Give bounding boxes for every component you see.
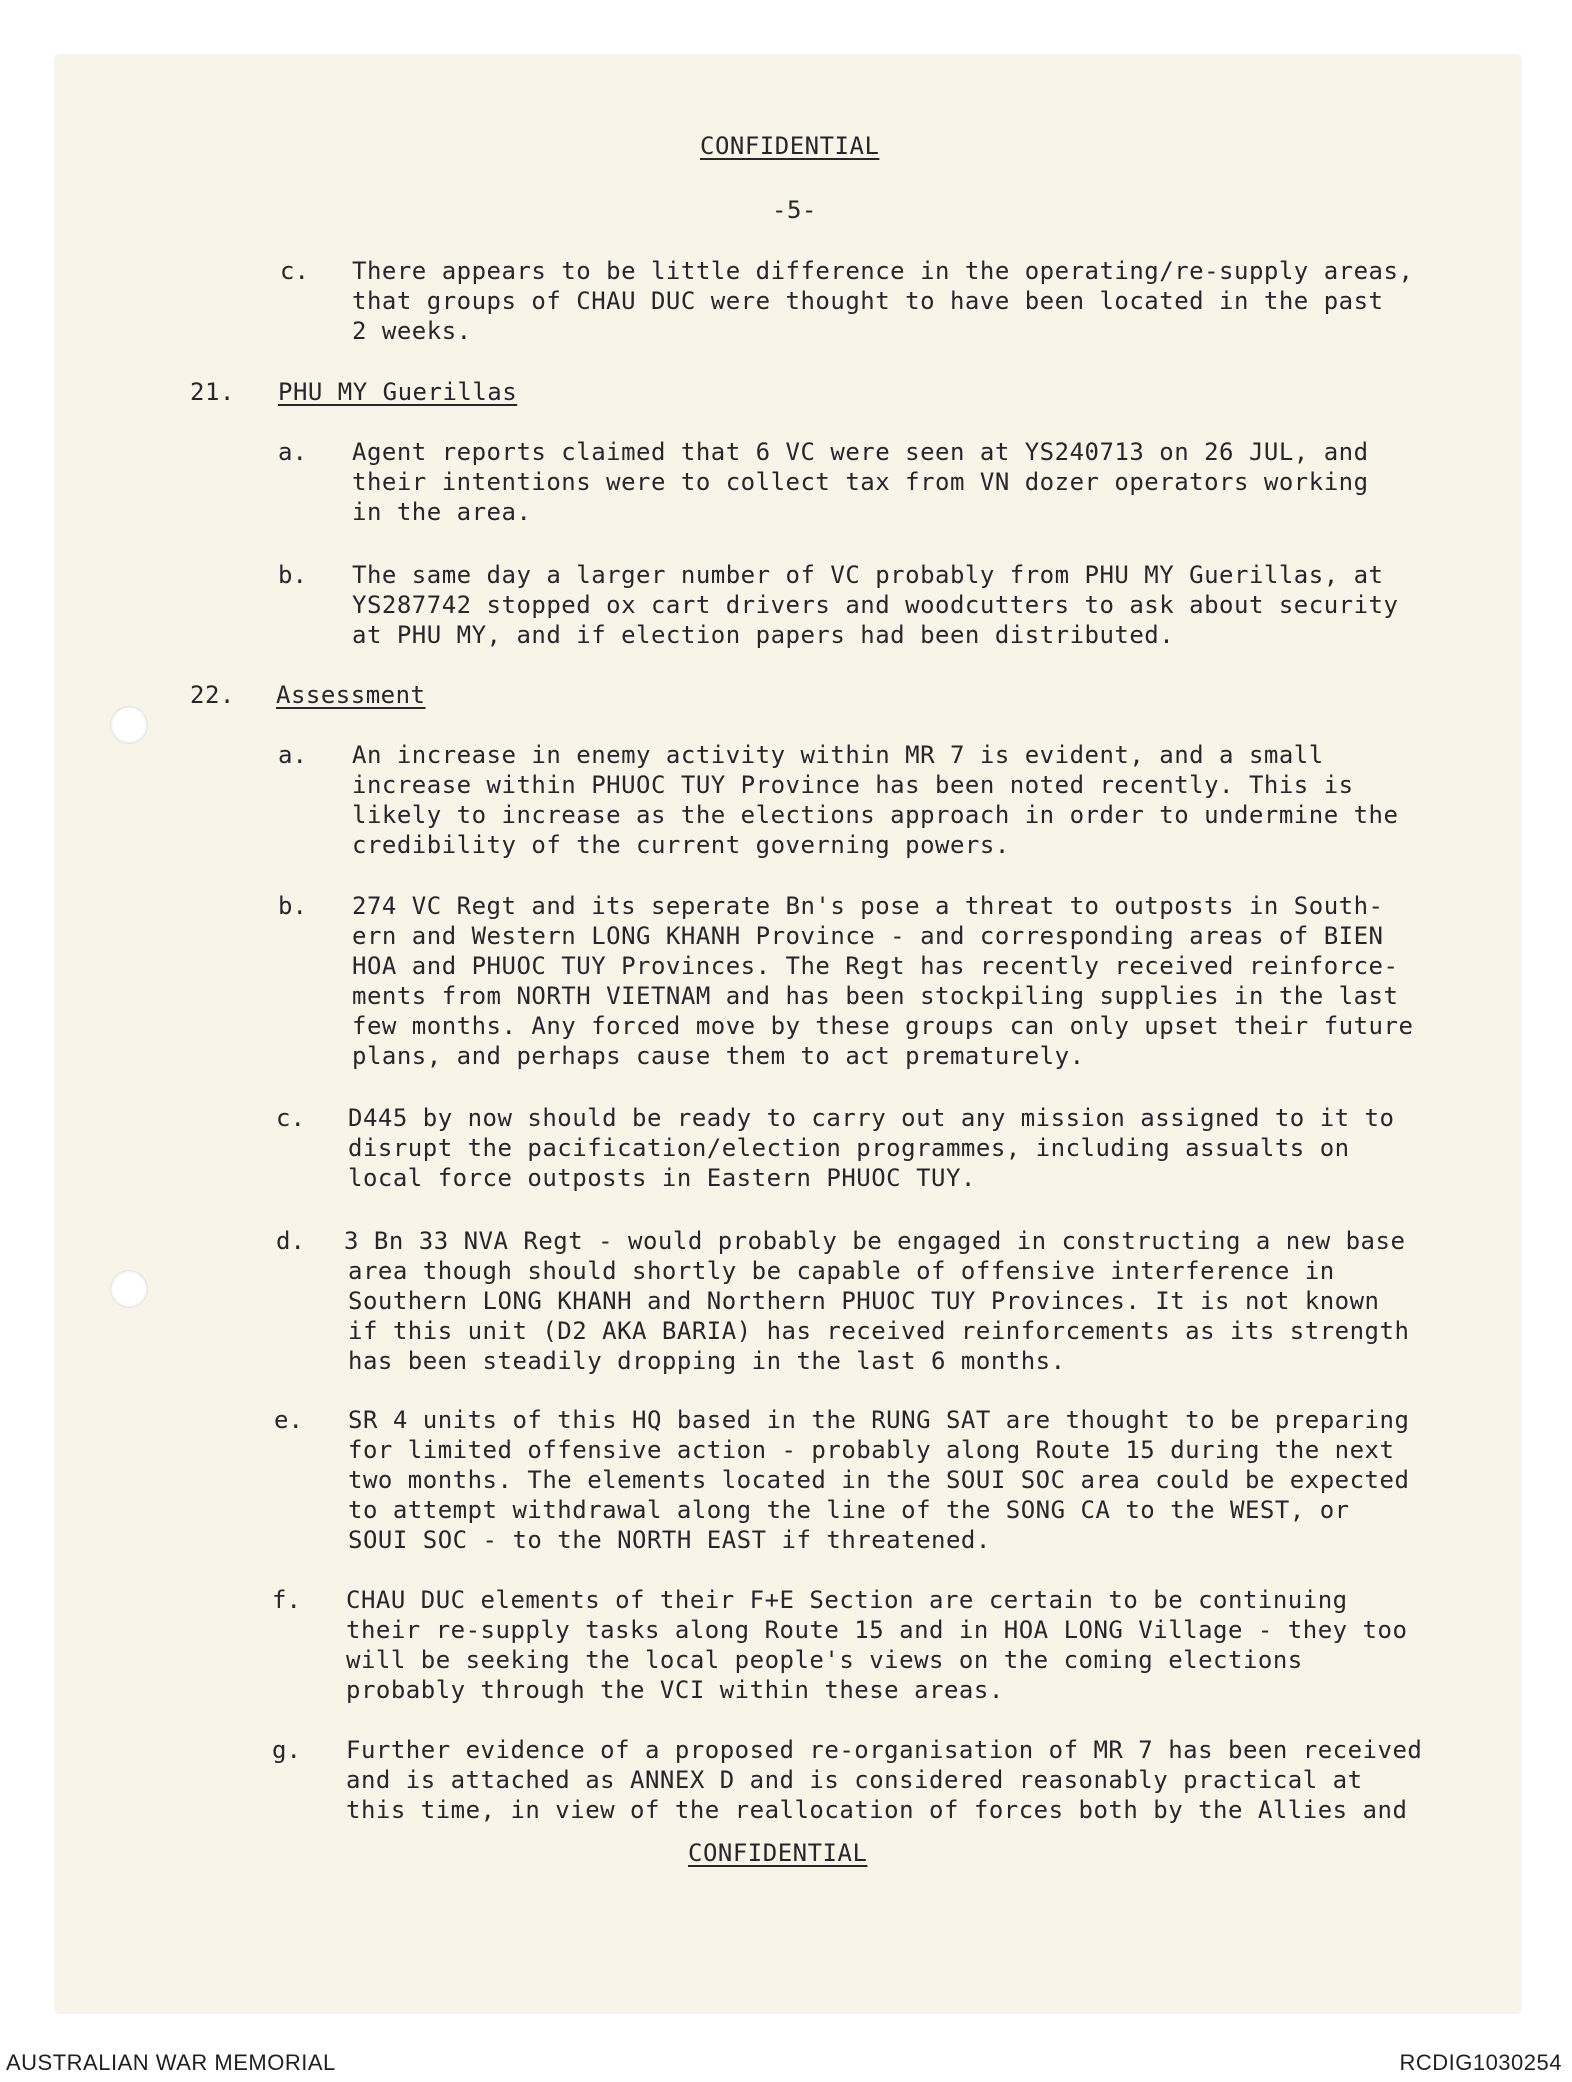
text-line: increase within PHUOC TUY Province has been noted recently. This is — [352, 771, 1354, 799]
item-letter: b. — [278, 892, 307, 920]
text-line: this time, in view of the reallocation of forces both by the Allies and — [346, 1796, 1408, 1824]
text-line: credibility of the current governing powers. — [352, 831, 1010, 859]
item-letter: c. — [280, 257, 309, 285]
text-line: their re-supply tasks along Route 15 and in HOA LONG Village - they too — [346, 1616, 1408, 1644]
text-line: area though should shortly be capable of offensive interference in — [348, 1257, 1335, 1285]
text-line: their intentions were to collect tax from VN dozer operators working — [352, 468, 1369, 496]
classification-footer: CONFIDENTIAL — [688, 1839, 868, 1867]
text-line: Agent reports claimed that 6 VC were seen at YS240713 on 26 JUL, and — [352, 438, 1369, 466]
text-line: ern and Western LONG KHANH Province - and corresponding areas of BIEN — [352, 922, 1384, 950]
text-line: at PHU MY, and if election papers had been distributed. — [352, 621, 1175, 649]
item-letter: g. — [272, 1736, 301, 1764]
section-number: 21. — [190, 378, 235, 406]
text-line: two months. The elements located in the SOUI SOC area could be expected — [348, 1466, 1410, 1494]
section-title: PHU MY Guerillas — [278, 378, 518, 406]
text-line: likely to increase as the elections approach in order to undermine the — [352, 801, 1399, 829]
text-line: probably through the VCI within these areas. — [346, 1676, 1004, 1704]
item-letter: e. — [274, 1406, 303, 1434]
text-line: CHAU DUC elements of their F+E Section are certain to be continuing — [346, 1586, 1348, 1614]
text-line: 3 Bn 33 NVA Regt - would probably be engaged in constructing a new base — [344, 1227, 1406, 1255]
text-line: local force outposts in Eastern PHUOC TUY. — [348, 1164, 976, 1192]
text-line: 274 VC Regt and its seperate Bn's pose a threat to outposts in South- — [352, 892, 1384, 920]
item-letter: b. — [278, 561, 307, 589]
text-line: There appears to be little difference in the operating/re-supply areas, — [352, 257, 1414, 285]
text-line: for limited offensive action - probably along Route 15 during the next — [348, 1436, 1395, 1464]
text-line: The same day a larger number of VC probably from PHU MY Guerillas, at — [352, 561, 1384, 589]
section-title: Assessment — [276, 681, 426, 709]
text-line: plans, and perhaps cause them to act prematurely. — [352, 1042, 1085, 1070]
punch-hole — [110, 1270, 148, 1308]
text-line: HOA and PHUOC TUY Provinces. The Regt has recently received reinforce- — [352, 952, 1399, 980]
text-line: if this unit (D2 AKA BARIA) has received reinforcements as its strength — [348, 1317, 1410, 1345]
archive-institution: AUSTRALIAN WAR MEMORIAL — [6, 2050, 336, 2075]
text-line: has been steadily dropping in the last 6 months. — [348, 1347, 1066, 1375]
text-line: to attempt withdrawal along the line of the SONG CA to the WEST, or — [348, 1496, 1350, 1524]
archive-reference: RCDIG1030254 — [1399, 2050, 1562, 2075]
item-letter: f. — [272, 1586, 301, 1614]
text-line: An increase in enemy activity within MR 7 is evident, and a small — [352, 741, 1324, 769]
text-line: and is attached as ANNEX D and is considered reasonably practical at — [346, 1766, 1363, 1794]
text-line: in the area. — [352, 498, 532, 526]
section-number: 22. — [190, 681, 235, 709]
text-line: that groups of CHAU DUC were thought to have been located in the past — [352, 287, 1384, 315]
text-line: SOUI SOC - to the NORTH EAST if threatened. — [348, 1526, 991, 1554]
item-letter: a. — [278, 438, 307, 466]
text-line: ments from NORTH VIETNAM and has been stockpiling supplies in the last — [352, 982, 1399, 1010]
text-line: Southern LONG KHANH and Northern PHUOC TUY Provinces. It is not known — [348, 1287, 1380, 1315]
item-letter: c. — [276, 1104, 305, 1132]
text-line: SR 4 units of this HQ based in the RUNG SAT are thought to be preparing — [348, 1406, 1410, 1434]
item-letter: d. — [276, 1227, 305, 1255]
punch-hole — [110, 706, 148, 744]
text-line: YS287742 stopped ox cart drivers and woodcutters to ask about security — [352, 591, 1399, 619]
text-line: Further evidence of a proposed re-organisation of MR 7 has been received — [346, 1736, 1423, 1764]
text-line: will be seeking the local people's views on the coming elections — [346, 1646, 1303, 1674]
classification-header: CONFIDENTIAL — [700, 132, 880, 160]
text-line: disrupt the pacification/election programmes, including assualts on — [348, 1134, 1350, 1162]
text-line: 2 weeks. — [352, 317, 472, 345]
page-number: -5- — [772, 196, 817, 224]
item-letter: a. — [278, 741, 307, 769]
text-line: D445 by now should be ready to carry out any mission assigned to it to — [348, 1104, 1395, 1132]
text-line: few months. Any forced move by these groups can only upset their future — [352, 1012, 1414, 1040]
